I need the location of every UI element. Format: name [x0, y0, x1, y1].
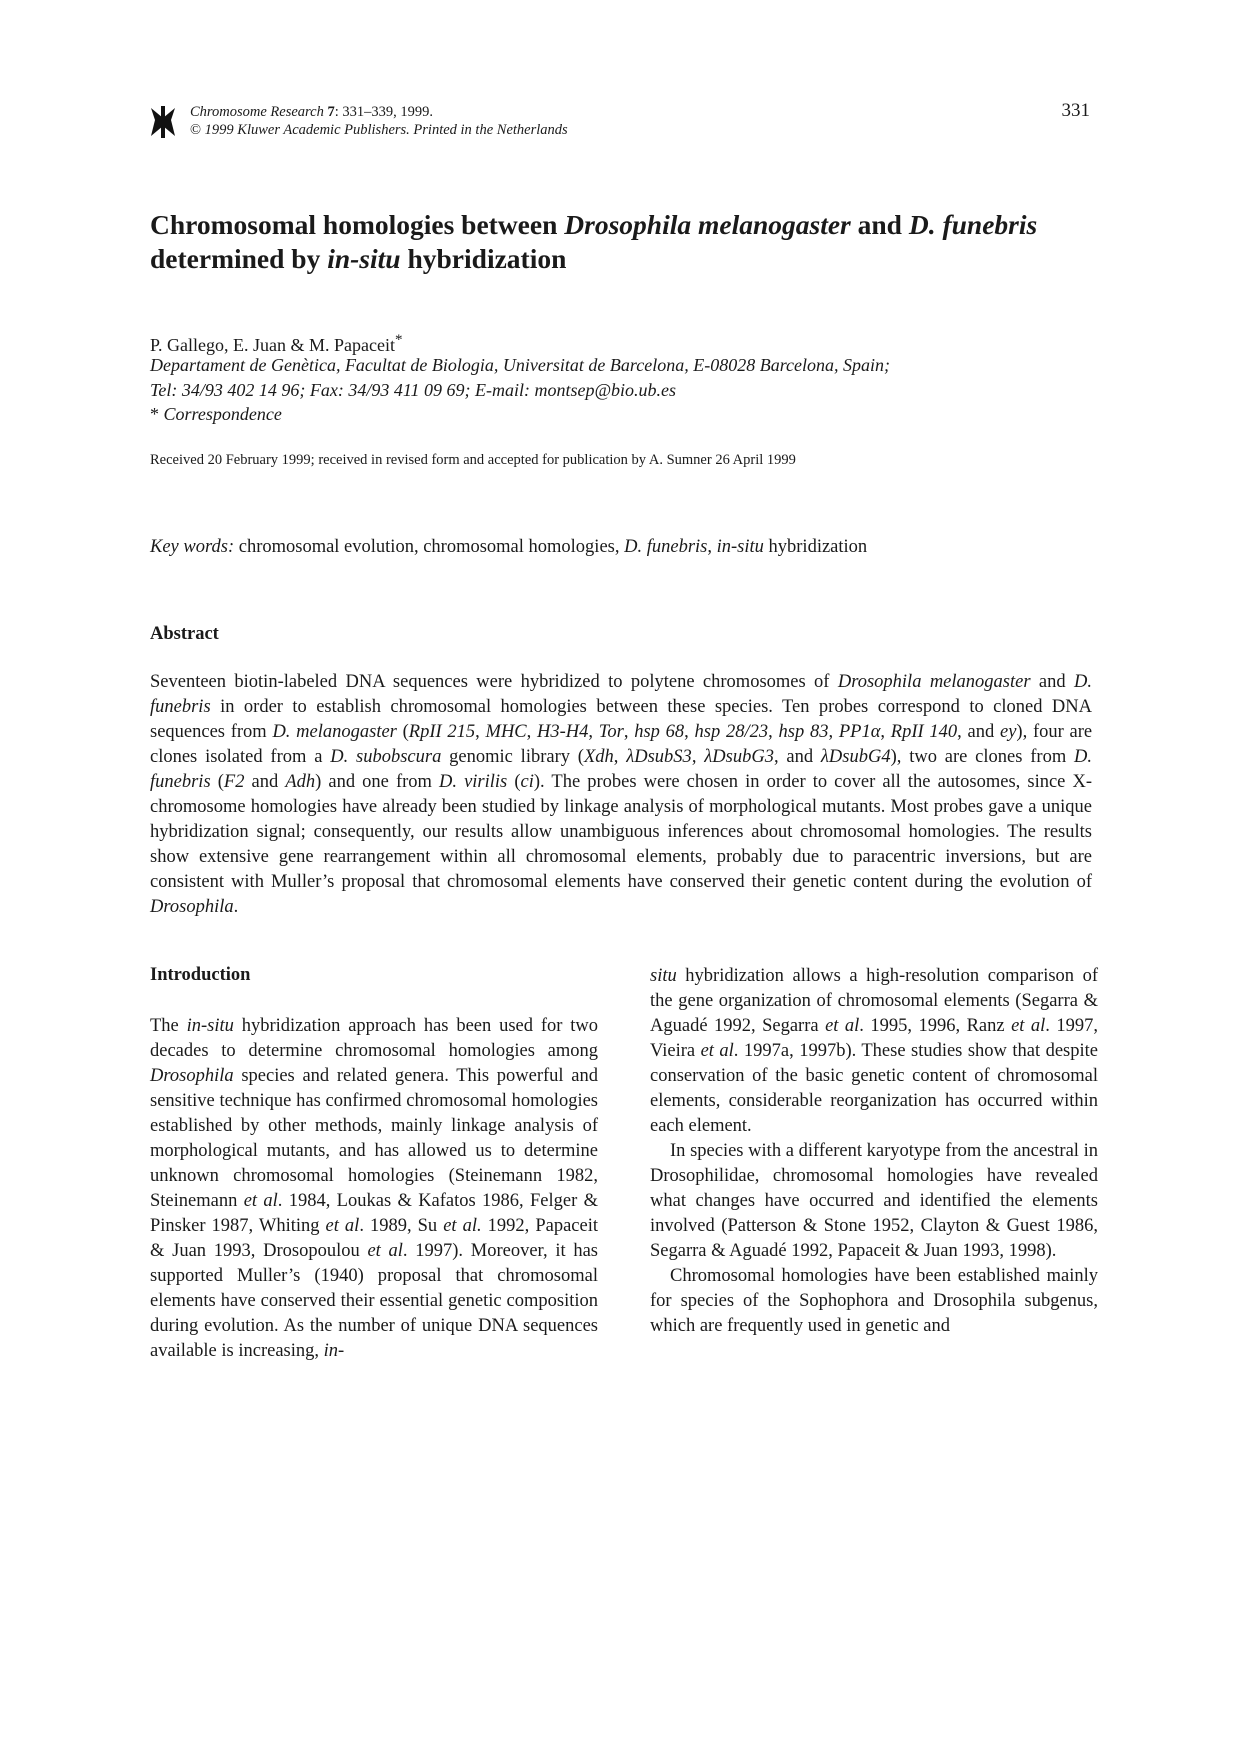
journal-name: Chromosome Research	[190, 104, 324, 120]
intro-paragraph-3: Chromosomal homologies have been established mainly for species of the Sophophora and Drosophila subgenus, which are frequently used in genetic and	[650, 1266, 1098, 1336]
abstract-heading: Abstract	[150, 624, 219, 644]
received-dates: Received 20 February 1999; received in revised form and accepted for publication by A. Sumner 26 April 1999	[150, 452, 796, 468]
keywords: Key words: chromosomal evolution, chromosomal homologies, D. funebris, in-situ hybridization	[150, 537, 868, 557]
copyright-text: 1999 Kluwer Academic Publishers. Printed in the Netherlands	[201, 122, 568, 138]
journal-volume: 7	[327, 104, 335, 120]
intro-paragraph-2: In species with a different karyotype from the ancestral in Drosophilidae, chromosomal homologies have revealed what changes have occurred and identified the elements involved (Patterson & Stone 1952, Clayton & Guest 1986, Segarra & Aguadé 1992, Papaceit & Juan 1993, 1998).	[650, 1141, 1098, 1261]
page-number: 331	[1061, 100, 1090, 121]
affiliation-line: Departament de Genètica, Facultat de Biologia, Universitat de Barcelona, E-08028 Barcelona, Spain;	[150, 355, 891, 375]
journal-citation	[190, 103, 568, 139]
paper-title: Chromosomal homologies between Drosophila melanogaster and D. funebris determined by in-situ hybridization	[150, 209, 1038, 274]
journal-pages: : 331–339, 1999.	[334, 104, 433, 120]
intro-paragraph-1: The in-situ hybridization approach has been used for two decades to determine chromosomal homologies among Drosophila species and related genera. This powerful and sensitive technique has confirmed chromosomal homologies established by other methods, mainly linkage analysis of morphological mutants, and has allowed us to determine unknown chromosomal homologies (Steinemann 1982, Steinemann et al. 1984, Loukas & Kafatos 1986, Felger & Pinsker 1987, Whiting et al. 1989, Su et al. 1992, Papaceit & Juan 1993, Drosopoulou et al. 1997). Moreover, it has supported Muller’s (1940) proposal that chromosomal elements have conserved their essential genetic composition during evolution. As the number of unique DNA sequences available is increasing, in-	[150, 1016, 598, 1361]
abstract-text: Seventeen biotin-labeled DNA sequences were hybridized to polytene chromosomes of Drosophila melanogaster and D. funebris in order to establish chromosomal homologies between these species. Ten probes correspond to cloned DNA sequences from D. melanogaster (RpII 215, MHC, H3-H4, Tor, hsp 68, hsp 28/23, hsp 83, PP1α, RpII 140, and ey), four are clones isolated from a D. subobscura genomic library (Xdh, λDsubS3, λDsubG3, and λDsubG4), two are clones from D. funebris (F2 and Adh) and one from D. virilis (ci). The probes were chosen in order to cover all the autosomes, since X-chromosome homologies have already been studied by linkage analysis of morphological mutants. Most probes gave a unique hybridization signal; consequently, our results allow unambiguous inferences about chromosomal homologies. The results show extensive gene rearrangement within all chromosomal elements, probably due to paracentric inversions, but are consistent with Muller’s proposal that chromosomal elements have conserved their genetic content during the evolution of Drosophila.	[150, 672, 1093, 917]
contact-line: Tel: 34/93 402 14 96; Fax: 34/93 411 09 69; E-mail: montsep@bio.ub.es	[150, 379, 677, 400]
correspondence-note: * Correspondence	[150, 404, 282, 424]
publisher-logo	[149, 106, 177, 138]
intro-paragraph-1-cont: situ hybridization allows a high-resolution comparison of the gene organization of chromosomal elements (Segarra & Aguadé 1992, Segarra et al. 1995, 1996, Ranz et al. 1997, Vieira et al. 1997a, 1997b). These studies show that despite conservation of the basic genetic content of chromosomal elements, considerable reorganization has occurred within each element.	[650, 966, 1099, 1136]
introduction-heading: Introduction	[150, 965, 251, 985]
correspondence-star: *	[394, 332, 403, 348]
intro-column-left	[150, 1014, 598, 1364]
author-list: P. Gallego, E. Juan & M. Papaceit*	[150, 332, 403, 355]
intro-column-right	[650, 964, 1098, 1339]
keywords-label: Key words:	[150, 537, 235, 557]
copyright-symbol: ©	[190, 122, 202, 138]
affiliation	[150, 353, 890, 427]
